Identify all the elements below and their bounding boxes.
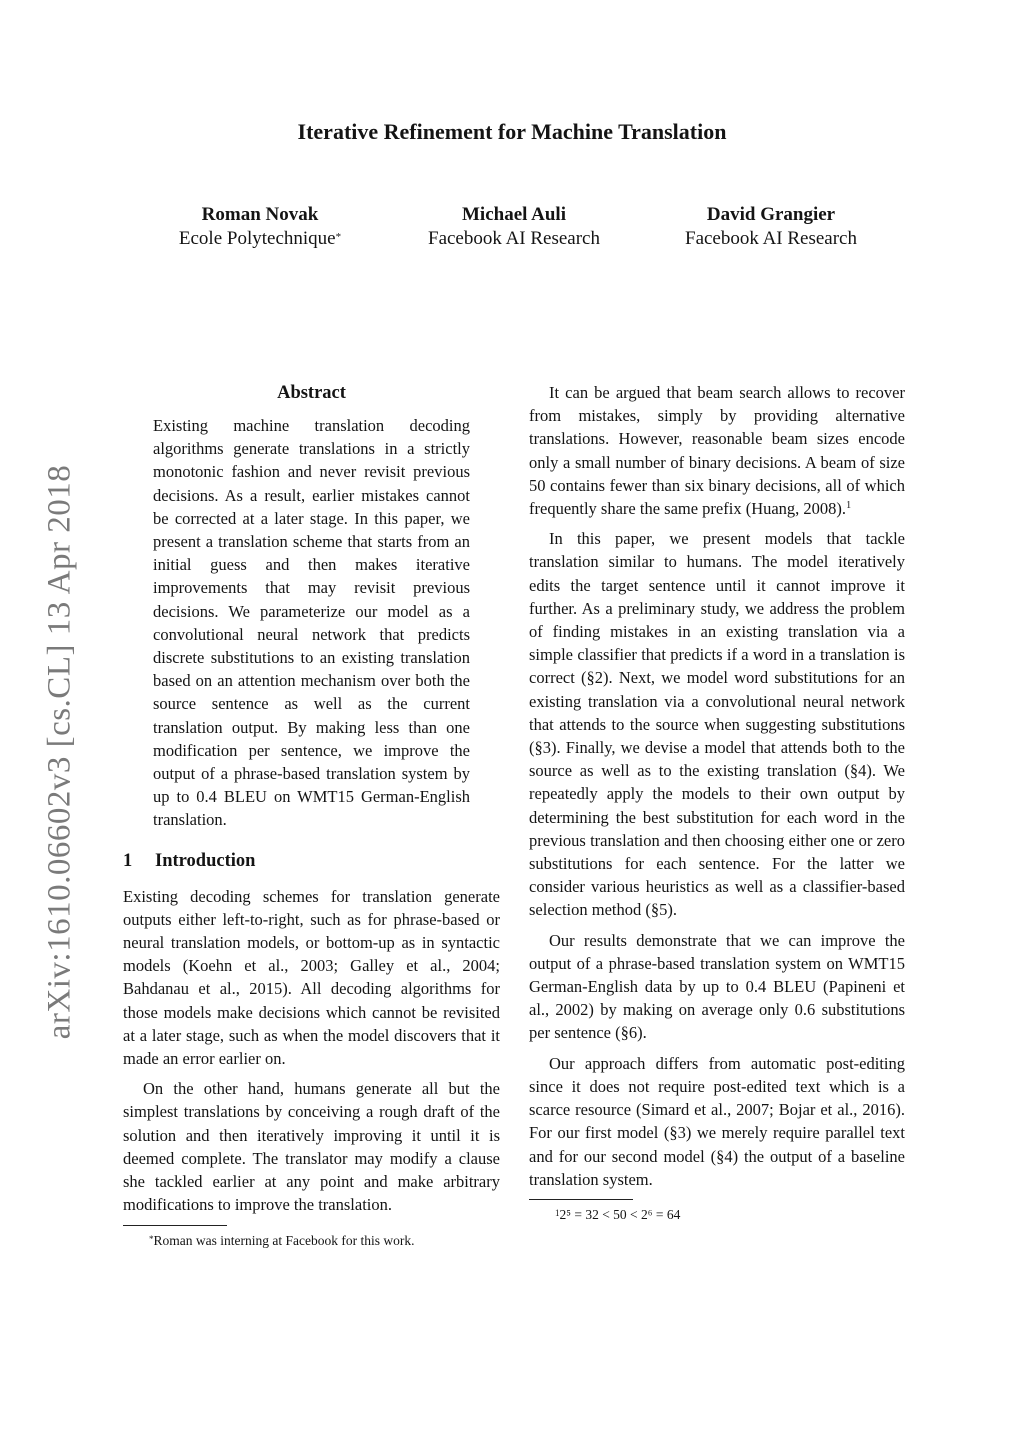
author-name: David Grangier — [706, 204, 836, 225]
author-affiliation: Facebook AI Research — [428, 228, 600, 249]
author-block-2 — [414, 203, 614, 251]
footnote-reference: 1 — [846, 500, 852, 512]
author-affiliation: Ecole Polytechnique* — [178, 228, 342, 249]
section-number: 1 — [123, 850, 133, 871]
left-column — [123, 380, 500, 1250]
footnote-right — [529, 1206, 905, 1224]
author-name: Roman Novak — [201, 204, 319, 225]
section-heading-introduction — [123, 848, 500, 874]
intro-paragraph-2: On the other hand, humans generate all but the simplest translations by conceiving a rough draft of the solution and then iteratively improving it until it is deemed complete. The translator may modify a clause she tackled earlier at any point and make arbitrary modifications to improve the translation. — [123, 1079, 500, 1215]
abstract-text: Existing machine translation decoding algorithms generate translations in a strictly monotonic fashion and never revisit previous decisions. As a result, earlier mistakes cannot be corrected at a later stage. In this paper, we present a translation scheme that starts from an initial guess and then makes iterative improvements that may revisit previous decisions. We parameterize our model as a convolutional neural network that predicts discrete substitutions to an existing translation based on an attention mechanism over both the source sentence as well as the current translation output. By making less than one modification per sentence, we improve the output of a phrase-based translation system by up to 0.4 BLEU on WMT15 German-English translation. — [153, 416, 470, 830]
right-column — [529, 381, 905, 1224]
author-name: Michael Auli — [462, 204, 566, 225]
section-title: Introduction — [155, 850, 256, 871]
footnote-mark: 1 — [555, 1207, 560, 1218]
author-block-1 — [160, 203, 360, 251]
body-paragraph-2: In this paper, we present models that tackle translation similar to humans. The model iteratively edits the target sentence until it cannot improve it further. As a preliminary study, we address the problem of finding mistakes in an existing translation via a simple classifier that predicts if a word in a translation is correct (§2). Next, we model word substitutions for an existing translation via a convolutional neural network that attends to the source when suggesting substitutions (§3). Finally, we devise a model that attends both to the source as well as to the existing translation (§4). We repeatedly apply the models to their own output by determining the best substitution for each word in the previous translation and then choosing either one or zero substitutions for each sentence. For the latter we consider various heuristics as well as a classifier-based selection method (§5). — [529, 529, 905, 920]
author-affiliation: Facebook AI Research — [685, 228, 857, 249]
intro-paragraph-1: Existing decoding schemes for translation generate outputs either left-to-right, such as for phrase-based or neural translation models, or bottom-up as in syntactic models (Koehn et al., 2003; Galley et al., 2004; Bahdanau et al., 2015). All decoding algorithms for those models make decisions which cannot be revisited at a later stage, such as when the model discovers that it made an error earlier on. — [123, 886, 500, 1069]
footnote-text: Roman was interning at Facebook for this work. — [153, 1232, 415, 1248]
affiliation-footnote-mark: * — [335, 231, 342, 243]
footnote-text: 2⁵ = 32 < 50 < 2⁶ = 64 — [559, 1206, 681, 1222]
paper-title: Iterative Refinement for Machine Translation — [297, 119, 727, 144]
footnote-divider — [529, 1199, 633, 1200]
body-paragraph-3: Our results demonstrate that we can improve the output of a phrase-based translation system on WMT15 German-English data by up to 0.4 BLEU (Papineni et al., 2002) by making on average only 0.6 substitutions per sentence (§6). — [529, 930, 905, 1043]
arxiv-identifier-stamp: arXiv:1610.06602v3 [cs.CL] 13 Apr 2018 — [41, 464, 78, 1040]
body-paragraph-4: Our approach differs from automatic post-editing since it does not require post-edited text which is a scarce resource (Simard et al., 2007; Bojar et al., 2016). For our first model (§3) we merely require parallel text and for our second model (§4) the output of a baseline translation system. — [529, 1053, 905, 1189]
footnote-mark: * — [149, 1233, 154, 1244]
footnote-divider — [123, 1225, 227, 1226]
body-paragraph-1: It can be argued that beam search allows to recover from mistakes, simply by providing alternative translations. However, reasonable beam sizes encode only a small number of binary decisions. A beam of size 50 contains fewer than six binary decisions, all of which frequently share the same prefix (Huang, 2008).$^1$ — [529, 383, 905, 519]
abstract-heading: Abstract — [277, 383, 346, 403]
author-block-3 — [671, 203, 871, 251]
footnote-left — [123, 1232, 500, 1250]
